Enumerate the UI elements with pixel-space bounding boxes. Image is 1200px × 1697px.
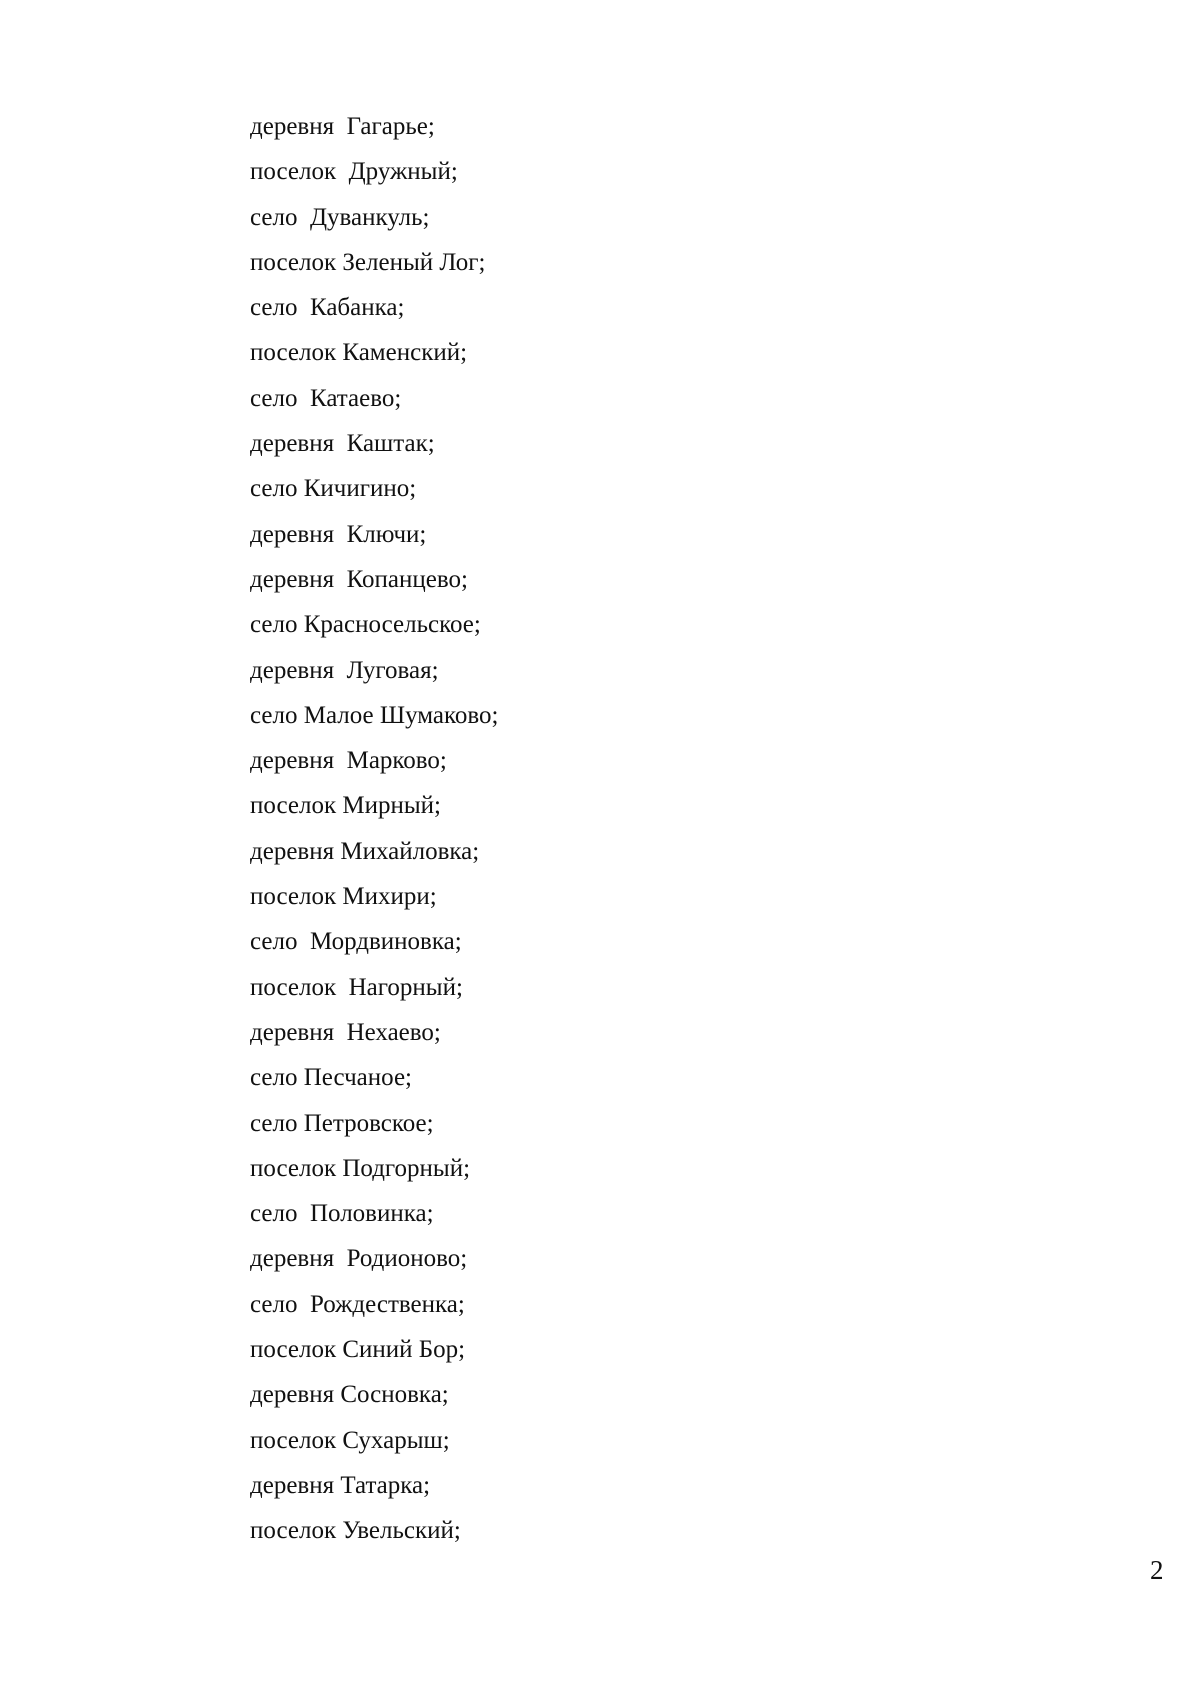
settlement-item: село Кичигино; [250, 475, 417, 503]
settlement-item: село Половинка; [250, 1200, 434, 1228]
settlement-item: село Катаево; [250, 384, 402, 412]
settlement-item: поселок Мирный; [250, 792, 441, 820]
settlement-item: деревня Гагарье; [250, 113, 435, 140]
settlement-item: деревня Татарка; [250, 1471, 431, 1499]
settlement-item: поселок Михири; [250, 883, 437, 911]
settlement-item: село Мордвиновка; [250, 928, 462, 956]
settlement-item: село Петровское; [250, 1109, 434, 1137]
settlement-item: поселок Сухарыш; [250, 1426, 450, 1454]
settlement-item: поселок Зеленый Лог; [250, 248, 486, 276]
settlement-item: село Дуванкуль; [250, 203, 430, 231]
settlement-item: поселок Синий Бор; [250, 1336, 466, 1364]
settlement-item: деревня Родионово; [250, 1245, 468, 1273]
settlement-item: деревня Луговая; [250, 656, 439, 684]
settlement-item: деревня Каштак; [250, 430, 435, 458]
settlement-item: поселок Каменский; [250, 339, 468, 367]
settlement-item: село Красносельское; [250, 611, 481, 639]
settlement-item: деревня Ключи; [250, 520, 427, 548]
settlement-item: деревня Сосновка; [250, 1381, 449, 1409]
settlement-item: поселок Увельский; [250, 1517, 461, 1545]
settlement-item: село Песчаное; [250, 1064, 412, 1092]
settlement-item: деревня Марково; [250, 747, 447, 775]
settlement-item: поселок Дружный; [250, 158, 458, 186]
settlement-item: деревня Копанцево; [250, 565, 468, 593]
settlement-list [250, 104, 499, 1554]
settlement-item: село Рождественка; [250, 1290, 465, 1318]
settlement-item: село Малое Шумаково; [250, 701, 499, 729]
settlement-item: деревня Михайловка; [250, 837, 480, 865]
settlement-item: поселок Нагорный; [250, 973, 463, 1001]
settlement-item: село Кабанка; [250, 294, 405, 322]
page-number: 2 [1150, 1555, 1164, 1585]
settlement-item: деревня Нехаево; [250, 1018, 441, 1046]
settlement-item: поселок Подгорный; [250, 1154, 471, 1182]
